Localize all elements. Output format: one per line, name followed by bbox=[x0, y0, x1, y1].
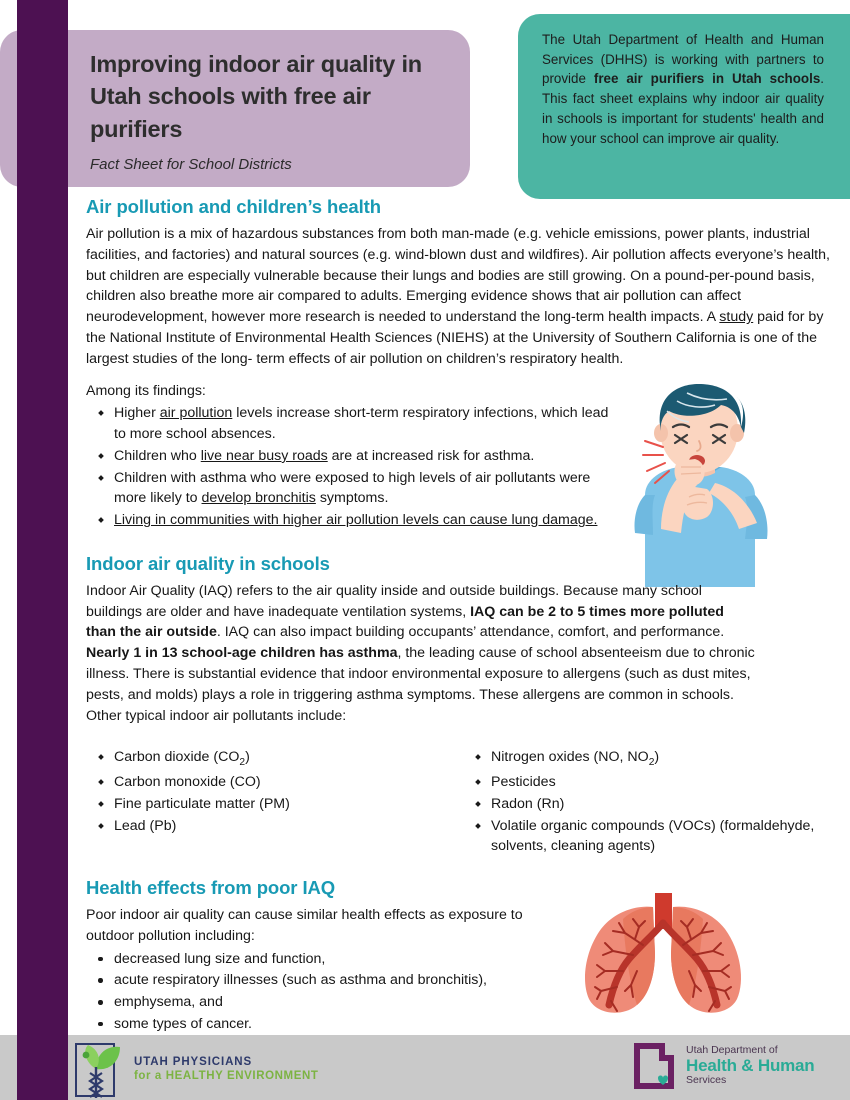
list-item: some types of cancer. bbox=[86, 1014, 850, 1035]
paragraph-part-b: paid for by the National Institute of Environmental Health Sciences (NIEHS) at the University of Southern California is one of the largest studies of the long- term effects of air pollution on children’s respiratory health. bbox=[86, 309, 824, 367]
section-heading-air-pollution: Air pollution and children’s health bbox=[86, 196, 381, 217]
section-heading-indoor-air-quality: Indoor air quality in schools bbox=[86, 552, 330, 574]
list-item bbox=[86, 772, 439, 793]
content-column bbox=[86, 196, 850, 1036]
iaq-part-2: . IAQ can also impact building occupants’ attendance, comfort, and performance. bbox=[216, 624, 725, 641]
list-item bbox=[463, 794, 816, 815]
dhhs-logo bbox=[632, 1042, 815, 1090]
page-subtitle: Fact Sheet for School Districts bbox=[90, 156, 292, 174]
finding-pre: Children who bbox=[114, 447, 201, 464]
findings-intro: Among its findings: bbox=[86, 382, 206, 399]
list-item: decreased lung size and function, bbox=[86, 949, 850, 970]
left-accent-bar bbox=[17, 0, 68, 1100]
link-study[interactable]: study bbox=[719, 309, 754, 326]
paragraph-health-effects: Poor indoor air quality can cause similar health effects as exposure to outdoor pollution including: bbox=[86, 907, 523, 944]
uphe-line-1: UTAH PHYSICIANS bbox=[134, 1056, 253, 1069]
list-item bbox=[86, 468, 616, 509]
page-title: Improving indoor air quality in Utah schools with free air purifiers bbox=[90, 51, 422, 142]
dhhs-line-1: Utah Department of bbox=[686, 1044, 778, 1057]
list-item: emphysema, and bbox=[86, 992, 850, 1013]
list-item bbox=[86, 510, 616, 531]
finding-post: symptoms. bbox=[315, 490, 389, 507]
iaq-bold-2: Nearly 1 in 13 school-age children has asthma bbox=[86, 645, 398, 662]
dhhs-line-2: Health & Human bbox=[686, 1055, 815, 1075]
iaq-bold-1: IAQ can be 2 to 5 times more polluted than the air outside bbox=[86, 603, 724, 641]
utah-outline-icon bbox=[632, 1042, 676, 1090]
pollutant-tail: ) bbox=[245, 749, 250, 766]
finding-link[interactable]: develop bronchitis bbox=[201, 490, 316, 507]
finding-post: levels increase short-term respiratory infections, which lead to more school absences. bbox=[114, 405, 609, 443]
dhhs-line-3: Services bbox=[686, 1074, 727, 1087]
list-item: acute respiratory illnesses (such as asthma and bronchitis), bbox=[86, 970, 850, 991]
pollutant-tail: ) bbox=[654, 749, 660, 766]
list-item bbox=[86, 816, 439, 837]
list-item bbox=[86, 403, 616, 444]
pollutant-label: Nitrogen oxides (NO, NO bbox=[491, 749, 649, 766]
uphe-logo-text bbox=[134, 1056, 319, 1083]
list-item bbox=[463, 747, 816, 771]
finding-link[interactable]: Living in communities with higher air pollution levels can cause lung damage. bbox=[114, 512, 598, 529]
uphe-leaf-caduceus-icon bbox=[72, 1041, 124, 1099]
finding-link[interactable]: air pollution bbox=[159, 405, 233, 422]
pollutant-label: Lead (Pb) bbox=[114, 817, 177, 834]
iaq-part-3: , the leading cause of school absenteeism due to chronic illness. There is substantial evidence that indoor environmental exposure to allergens (such as dust mites, pests, and molds) plays a role in triggering asthma symptoms. These allergens are common in schools. Other typical indoor air pollutants include: bbox=[86, 645, 755, 724]
uphe-logo bbox=[72, 1041, 319, 1099]
pollutants-columns bbox=[86, 747, 816, 858]
uphe-line-2: for a HEALTHY ENVIRONMENT bbox=[134, 1070, 319, 1082]
pollutant-label: Fine particulate matter (PM) bbox=[114, 795, 290, 812]
paragraph-part-a: Air pollution is a mix of hazardous substances from both man-made (e.g. vehicle emissions, power plants, industrial facilities, and factories) and natural sources (e.g. wind-blown dust and wildfires). Air pollution affects everyone’s health, but children are especially vulnerable because their lungs and bodies are still growing. On a pound-per-pound basis, children also breathe more air compared to adults. Emerging evidence shows that air pollution can affect neurodevelopment, however more research is needed to understand the long-term health impacts. A bbox=[86, 226, 830, 326]
finding-pre: Higher bbox=[114, 405, 160, 422]
list-item bbox=[86, 747, 439, 771]
paragraph-indoor-air-quality bbox=[86, 581, 756, 727]
callout-text bbox=[542, 30, 824, 148]
list-item bbox=[463, 816, 816, 857]
list-item bbox=[86, 446, 616, 467]
finding-post: are at increased risk for asthma. bbox=[327, 447, 535, 464]
pollutant-subscript: 2 bbox=[648, 757, 655, 769]
title-box bbox=[0, 30, 470, 187]
finding-link[interactable]: live near busy roads bbox=[200, 447, 328, 464]
list-item bbox=[463, 772, 816, 793]
pollutant-subscript: 2 bbox=[239, 757, 246, 769]
iaq-part-1: Indoor Air Quality (IAQ) refers to the air quality inside and outside buildings. Because many school buildings are older and have inadequate ventilation systems, bbox=[86, 582, 702, 620]
paragraph-air-pollution bbox=[86, 224, 834, 370]
callout-box bbox=[518, 14, 850, 199]
dhhs-logo-text bbox=[686, 1045, 815, 1087]
pollutant-label: Radon (Rn) bbox=[491, 795, 565, 812]
findings-list bbox=[86, 403, 616, 530]
callout-bold: free air purifiers in Utah schools bbox=[593, 71, 821, 87]
pollutants-list-right bbox=[439, 747, 816, 858]
list-item bbox=[86, 794, 439, 815]
finding-pre: Children with asthma who were exposed to high levels of air pollutants were more likely to bbox=[114, 469, 591, 507]
pollutant-label: Carbon dioxide (CO bbox=[114, 749, 240, 766]
callout-part-2: . This fact sheet explains why indoor air quality in schools is important for students' health and how your school can improve air quality. bbox=[542, 71, 825, 146]
pollutant-label: Volatile organic compounds (VOCs) (formaldehyde, solvents, cleaning agents) bbox=[491, 817, 815, 855]
pollutant-label: Pesticides bbox=[491, 774, 556, 791]
pollutants-list-left bbox=[86, 747, 439, 858]
section-heading-health-effects: Health effects from poor IAQ bbox=[86, 877, 336, 899]
callout-part-1: The Utah Department of Health and Human Services (DHHS) is working with partners to provide bbox=[542, 32, 824, 87]
health-effects-list bbox=[86, 949, 850, 1035]
pollutant-label: Carbon monoxide (CO) bbox=[114, 774, 261, 791]
